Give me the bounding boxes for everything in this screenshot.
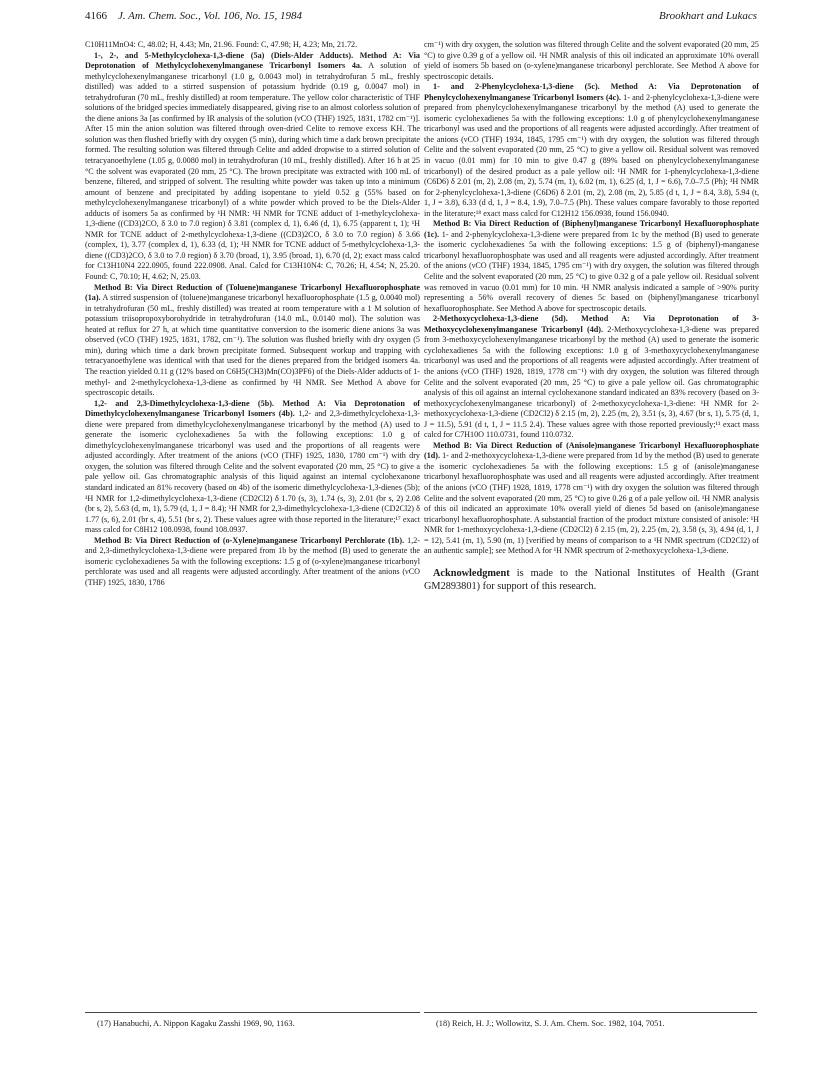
paragraph-heading: Method B: Via Direct Reduction of (Biphenyl)manganese Tricarbonyl Hexafluorophosphate (1c). [424, 219, 759, 239]
right-paragraph [424, 441, 759, 557]
left-paragraph [85, 536, 420, 589]
left-paragraph [85, 283, 420, 399]
paragraph-text: A solution of methylcyclohexenylmanganese tricarbonyl (1.0 g, 0.0043 mol) in tetrahydrofuran 5 mL, freshly distilled) was added to a stirred suspension of potassium hydride (0.19 g, 0.0047 mol) in tetrahydrofuran (70 mL, freshly distilled) at room temperature. The yellow color characteristic of THF solutions of the bridged species immediately disappeared, giving rise to an almost colorless solution of the diene anions 3a [as confirmed by IR analysis of the solution (νCO (THF) 1925, 1831, 1782 cm⁻¹)]. After 15 min the anion solution was filtered through oven-dried Celite to remove excess KH. The solution was then flushed briefly with dry oxygen (5 min), during which time a dark brown precipitate formed. The resulting solution was filtered through Celite and added dropwise to a stirred solution of tetracyanoethylene (1.05 g, 0.0080 mol) in tetrahydrofuran (10 mL, freshly distilled). After 16 h at 25 °C the solvent was evaporated (20 mm, 25 °C). The brown precipitate was extracted with 100 mL of benzene, filtered, and stripped of solvent. The resulting white powder was taken up into a minimum amount of benzene and precipitated by adding isopentane to yield 0.52 g (55% based on methylcyclohexenylmanganese tricarbonyl) of a white powder which proved to be the Diels-Alder adducts of isomers 5a as confirmed by ¹H NMR: ¹H NMR for TCNE adduct of 1-methylcyclohexa-1,3-diene ((CD3)2CO, δ 3.0 to 7.0 region) δ 3.81 (complex d, 1), 6.46 (d, 1), 6.75 (apparent t, 1); ¹H NMR for TCNE adduct of 2-methylcyclohexa-1,3-diene ((CD3)2CO, δ 3.0 to 7.0 region) δ 3.66 (complex, 1), 3.77 (complex d, 1), 6.33 (d, 1); ¹H NMR for TCNE adduct of 5-methylcyclohexa-1,3-diene ((CD3)2CO, δ 3.0 to 7.0 region) δ 3.70 (broad, 1), 3.95 (broad, 1), 6.70 (d, 2); exact mass calcd for C13H10N4 222.0905, found 222.0908. Anal. Calcd for C13H10N4: C, 70.26; H, 4.54; N, 25.20. Found: C, 70.10; H, 4.62; N, 25.03. [85, 61, 420, 282]
left-paragraph [85, 399, 420, 536]
footnote-rule-right [424, 1012, 757, 1013]
running-authors: Brookhart and Lukacs [659, 10, 757, 22]
paragraph-heading: 1,2- and 2,3-Dimethylcyclohexa-1,3-diene (5b). Method A: Via Deprotonation of Dimethylcyclohexenylmanganese Tricarbonyl Isomers (4b). [85, 398, 420, 419]
left-paragraph [85, 51, 420, 283]
paragraph-text: 1- and 2-phenylcyclohexa-1,3-diene were prepared from 1c by the method (B) used to generate the isomeric cyclohexadienes 5a with the following exceptions: 1.5 g of (biphenyl)-manganese tricarbonyl hexafluorophosphate was used and all reagents were adjusted accordingly. After treatment of the anions (νCO (THF) 1934, 1845, 1795 cm⁻¹) with dry oxygen, the solution was filtered through Celite and the solvent evaporated (20 mm, 25 °C) to give 0.32 g of a pale yellow oil. Residual solvent was removed in vacuo (0.01 mm) for 10 min. ¹H NMR analysis indicated a sample of >90% purity representing a 56% overall recovery of dienes 5c based on (biphenyl)manganese tricarbonyl hexafluorophosphate. See Method A above for spectroscopic details. [424, 229, 759, 313]
journal-citation: J. Am. Chem. Soc., Vol. 106, No. 15, 1984 [118, 10, 303, 22]
paragraph-heading: 2-Methoxycyclohexa-1,3-diene (5d). Method A: Via Deprotonation of 3-Methoxycyclohexenylmanganese Tricarbonyl (4d). [424, 314, 759, 334]
paragraph-text: 1- and 2-methoxycyclohexa-1,3-diene were prepared from 1d by the method (B) used to generate the isomeric cyclohexadienes 5a with the following exceptions: 1.5 g of (anisole)manganese tricarbonyl hexafluorophosphate was used and all reagents were adjusted accordingly. After treatment of the anions (νCO (THF) 1928, 1819, 1778 cm⁻¹) with dry oxygen the solution was filtered through Celite and the solvent evaporated (20 mm, 25 °C) to give 0.26 g of a pale yellow oil. ¹H NMR analysis of this oil indicated an approximate 10% overall yield of dienes 5d based on (anisole)manganese tricarbonyl hexafluorophosphate. A substantial fraction of the product mixture consisted of anisole: ¹H NMR for 1-methoxycyclohexa-1,3-diene (CD2Cl2) δ 2.15 (m, 2), 2.25 (m, 2), 3.58 (s, 3), 4.94 (d, 1, J = 12), 5.41 (m, 1), 5.90 (m, 1) [verified by means of comparison to a ¹H NMR spectrum (CD2Cl2) of an authentic sample]; see Method A for ¹H NMR spectrum of 2-methoxycyclohexa-1,3-diene. [424, 451, 759, 556]
acknowledgment-heading: Acknowledgment [433, 567, 510, 579]
footnote-17: (17) Hanabuchi, A. Nippon Kagaku Zasshi 1969, 90, 1163. [97, 1019, 295, 1028]
paragraph-text: cm⁻¹) with dry oxygen, the solution was filtered through Celite and the solvent evaporated (20 mm, 25 °C) to give 0.39 g of a yellow oil. ¹H NMR analysis of this oil indicated an approximate 10% overall yield of isomers 5b based on (o-xylene)manganese tricarbonyl perchlorate. See Method A above for spectroscopic details. [424, 40, 759, 81]
left-paragraph [85, 40, 420, 51]
paragraph-text: C10H11MnO4: C, 48.02; H, 4.43; Mn, 21.96. Found: C, 47.98; H, 4.23; Mn, 21.72. [85, 40, 358, 49]
right-paragraph [424, 314, 759, 441]
paragraph-text: A stirred suspension of (toluene)manganese tricarbonyl hexafluorophosphate (1.5 g, 0.0040 mol) in tetrahydrofuran (50 mL, freshly distilled) was treated at room temperature with a 1 M solution of potassium triisopropoxyborohydride in tetrahydrofuran (14.0 mL, 0.0140 mol). The solution was heated at reflux for 27 h, at which time quantitative conversion to the isomeric diene anions 3a was observed (νCO (THF) 1925, 1831, 1782, cm⁻¹). The solution was flushed briefly with dry oxygen (5 min), during which time a dark brown precipitate formed. Subsequent workup and trapping with tetracyanoethylene was identical with that used for the dienes prepared from the bridged isomers 4a. The reaction yielded 0.11 g (12% based on C6H5(CH3)Mn(CO)3PF6) of the Diels-Alder adducts of 1-methyl- and 2-methylcyclohexa-1,3-diene as confirmed by ¹H NMR. See Method A above for spectroscopic details. [85, 293, 420, 398]
right-paragraph [424, 40, 759, 82]
acknowledgment [424, 567, 759, 593]
footnote-18: (18) Reich, H. J.; Wollowitz, S. J. Am. Chem. Soc. 1982, 104, 7051. [436, 1019, 665, 1028]
page-number: 4166 [85, 10, 107, 22]
paragraph-text: 1- and 2-phenylcyclohexa-1,3-diene were prepared from phenylcyclohexenylmanganese tricarbonyl by the method (A) used to generate the isomeric cyclohexadienes 5a with the following exceptions: 1.0 g of phenylcyclohexenylmanganese tricarbonyl was used and the proportions of all reagents were adjusted accordingly. After treatment of the anions (νCO (THF) 1934, 1845, 1795 cm⁻¹) with dry oxygen, the solution was filtered through Celite and the solvent evaporated (20 mm, 25 °C) to give a yellow oil. Residual solvent was removed in vacuo (0.01 mm) for 10 min to give 0.47 g (89% based on phenylcyclohexenylmanganese tricarbonyl) of the desired product as a pale yellow oil: ¹H NMR for 1-phenylcyclohexa-1,3-diene (C6D6) δ 2.01 (m, 2), 2.08 (m, 2), 5.74 (m, 1), 6.02 (m, 1), 6.25 (d, 1, J = 6.6), 7.0–7.5 (Ph); ¹H NMR for 2-phenylcyclohexa-1,3-diene (C6D6) δ 2.01 (m, 2), 2.08 (m, 2), 5.85 (d t, 1, J = 8.4, 3.8), 5.94 (t, 1, J = 3.8), 6.33 (d d, 1, J = 8.4, 1.9), 7.0–7.5 (Ph). These values compare favorably to those reported in the literature;¹⁸ exact mass calcd for C12H12 156.0938, found 156.0940. [424, 92, 760, 218]
running-header [85, 10, 757, 26]
paragraph-text: 2-Methoxycyclohexa-1,3-diene was prepared from 3-methoxycyclohexenylmanganese tricarbonyl by the method (A) used to generate the isomeric cyclohexadienes 5a with the following exceptions: 1.0 g of 3-methoxycyclohexenylmanganese tricarbonyl was used and the proportions of all reagents were adjusted accordingly. After treatment of the anions (νCO (THF) 1928, 1819, 1778 cm⁻¹) with dry oxygen, the solution was filtered through Celite and the solvent evaporated (20 mm, 25 °C) to give a pale yellow oil. Gas chromatographic analysis of this oil against an internal cyclohexanone standard indicated an 83% recovery (based on 3-methoxycyclohexenylmanganese tricarbonyl) of 2-methoxycyclohexa-1,3-diene: ¹H NMR for 2-methoxycyclohexa-1,3-diene (CD2Cl2) δ 2.15 (m, 2), 2.25 (m, 2), 3.51 (s, 3), 4.67 (br s, 1), 5.75 (d, 1, J = 11.5), 5.91 (d t, 1, J = 11.5 2.4). These values agree with those reported previously;¹¹ exact mass calcd for C7H10O 110.0731, found 110.0732. [424, 324, 759, 440]
paragraph-text: 1,2- and 2,3-dimethylcyclohexa-1,3-diene were prepared from 1b by the method (B) used to generate the isomeric cyclohexadienes 5a with the following exceptions: 1.5 g of (o-xylene)manganese tricarbonyl perchlorate was used and all reagents were adjusted accordingly. After treatment of the anions (νCO (THF) 1925, 1830, 1786 [85, 535, 420, 587]
right-column [424, 40, 759, 593]
paragraph-heading: Method B: Via Direct Reduction of (o-Xylene)manganese Tricarbonyl Perchlorate (1b). [94, 535, 405, 545]
right-paragraph [424, 219, 759, 314]
paragraph-heading: Method B: Via Direct Reduction of (Toluene)manganese Tricarbonyl Hexafluorophosphate (1a). [85, 282, 420, 303]
footnote-rule-left [85, 1012, 420, 1013]
right-paragraph [424, 82, 759, 219]
paragraph-text: 1,2- and 2,3-dimethylcyclohexa-1,3-diene were prepared from dimethylcyclohexenylmanganese tricarbonyl by the method (A) used to generate the isomeric cyclohexadienes 5a with the following exceptions: 1.0 g of dimethylcyclohexenylmanganese tricarbonyl was used and the proportions of all reagents were adjusted accordingly. After treatment of the anions (νCO (THF) 1925, 1830, 1780 cm⁻¹) with dry oxygen, the solution was filtered through Celite and the solvent evaporated (20 mm, 25 °C) to give a pale yellow oil. Gas chromatographic analysis of this liquid against an internal cyclohexanone standard indicated an 81% recovery (based on 4b) of the isomeric dimethylcyclohexa-1,3-dienes (5b); ¹H NMR for 1,2-dimethylcyclohexa-1,3-diene (CD2Cl2) δ 1.70 (s, 3), 1.74 (s, 3), 2.01 (br s, 2) 2.08 (br s, 2), 5.63 (d, m, 1), 5.79 (d, 1, J = 8.4); ¹H NMR for 2,3-dimethylcyclohexa-1,3-diene (CD2Cl2) δ 1.77 (s, 6), 2.01 (br s, 4), 5.51 (br s, 2). These values agree with those reported in the literature;¹⁷ exact mass calcd for C8H12 108.0938, found 108.0937. [85, 409, 421, 535]
paragraph-heading: Method B: Via Direct Reduction of (Anisole)manganese Tricarbonyl Hexafluorophosphate (1d). [424, 440, 759, 461]
acknowledgment-text: is made to the National Institutes of Health (Grant GM2893801) for support of this research. [424, 567, 759, 592]
paragraph-heading: 1-, 2-, and 5-Methylcyclohexa-1,3-diene (5a) (Diels-Alder Adducts). Method A: Via Deprotonation of Methylcyclohexenylmanganese Tricarbonyl Isomers 4a. [85, 50, 420, 71]
paragraph-heading: 1- and 2-Phenylcyclohexa-1,3-diene (5c). Method A: Via Deprotonation of Phenylcyclohexenylmanganese Tricarbonyl Isomers (4c). [424, 82, 759, 102]
left-column [85, 40, 420, 588]
